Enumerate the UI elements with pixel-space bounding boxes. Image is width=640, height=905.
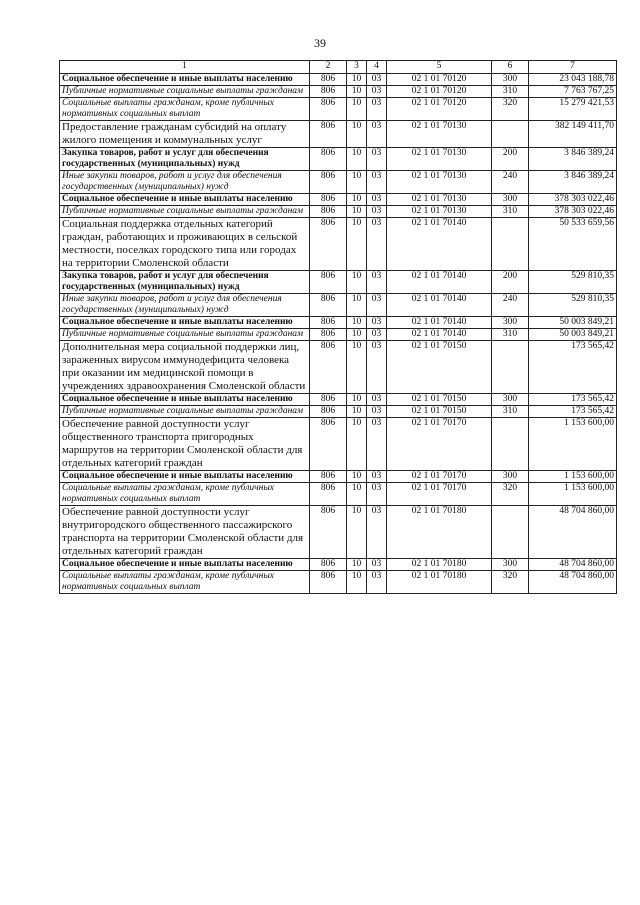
row-expense-type: [492, 121, 529, 148]
row-subsection-code: 03: [367, 317, 387, 329]
table-row: [60, 329, 617, 341]
row-section-code: 10: [347, 148, 367, 171]
row-target-article: 02 1 01 70150: [387, 406, 492, 418]
table-row: [60, 506, 617, 559]
row-subsection-code: 03: [367, 394, 387, 406]
row-target-article: 02 1 01 70120: [387, 74, 492, 86]
table-row: [60, 74, 617, 86]
row-section-code: 10: [347, 121, 367, 148]
table-row: [60, 571, 617, 594]
row-target-article: 02 1 01 70120: [387, 98, 492, 121]
row-subsection-code: 03: [367, 506, 387, 559]
row-target-article: 02 1 01 70130: [387, 206, 492, 218]
row-subsection-code: 03: [367, 74, 387, 86]
row-name-cell: Социальные выплаты гражданам, кроме публичных нормативных социальных выплат: [60, 571, 310, 594]
row-name-cell: Социальное обеспечение и иные выплаты населению: [60, 317, 310, 329]
table-row: [60, 194, 617, 206]
row-expense-type: 240: [492, 294, 529, 317]
row-amount: 173 565,42: [529, 341, 617, 394]
row-name-cell: Предоставление гражданам субсидий на оплату жилого помещения и коммунальных услуг: [60, 121, 310, 148]
table-row: [60, 271, 617, 294]
table-header-row: [60, 61, 617, 74]
row-name-cell: Закупка товаров, работ и услуг для обеспечения государственных (муниципальных) нужд: [60, 271, 310, 294]
row-ministry-code: 806: [310, 506, 347, 559]
row-expense-type: 300: [492, 194, 529, 206]
table-row: [60, 148, 617, 171]
row-subsection-code: 03: [367, 194, 387, 206]
row-section-code: 10: [347, 559, 367, 571]
row-section-code: 10: [347, 194, 367, 206]
row-ministry-code: 806: [310, 294, 347, 317]
row-subsection-code: 03: [367, 329, 387, 341]
row-subsection-code: 03: [367, 121, 387, 148]
row-amount: 173 565,42: [529, 394, 617, 406]
row-ministry-code: 806: [310, 194, 347, 206]
header-col-2: 2: [310, 61, 347, 74]
row-target-article: 02 1 01 70150: [387, 341, 492, 394]
row-amount: 50 003 849,21: [529, 317, 617, 329]
row-ministry-code: 806: [310, 418, 347, 471]
row-amount: 378 303 022,46: [529, 206, 617, 218]
row-ministry-code: 806: [310, 206, 347, 218]
row-subsection-code: 03: [367, 418, 387, 471]
page-number: 39: [314, 36, 326, 50]
row-ministry-code: 806: [310, 86, 347, 98]
row-subsection-code: 03: [367, 98, 387, 121]
row-amount: 378 303 022,46: [529, 194, 617, 206]
row-subsection-code: 03: [367, 483, 387, 506]
row-section-code: 10: [347, 341, 367, 394]
row-expense-type: 310: [492, 86, 529, 98]
table-row: [60, 206, 617, 218]
row-section-code: 10: [347, 74, 367, 86]
row-target-article: 02 1 01 70140: [387, 271, 492, 294]
row-expense-type: 300: [492, 471, 529, 483]
row-name-cell: Социальное обеспечение и иные выплаты населению: [60, 194, 310, 206]
row-name-cell: Социальное обеспечение и иные выплаты населению: [60, 559, 310, 571]
table-row: [60, 341, 617, 394]
row-subsection-code: 03: [367, 341, 387, 394]
row-subsection-code: 03: [367, 406, 387, 418]
row-ministry-code: 806: [310, 571, 347, 594]
table-row: [60, 317, 617, 329]
row-section-code: 10: [347, 483, 367, 506]
row-name-cell: Публичные нормативные социальные выплаты гражданам: [60, 329, 310, 341]
row-target-article: 02 1 01 70150: [387, 394, 492, 406]
row-target-article: 02 1 01 70130: [387, 194, 492, 206]
row-section-code: 10: [347, 394, 367, 406]
row-name-cell: Социальное обеспечение и иные выплаты населению: [60, 74, 310, 86]
row-subsection-code: 03: [367, 559, 387, 571]
row-ministry-code: 806: [310, 148, 347, 171]
row-target-article: 02 1 01 70130: [387, 171, 492, 194]
row-expense-type: [492, 506, 529, 559]
row-section-code: 10: [347, 86, 367, 98]
row-section-code: 10: [347, 406, 367, 418]
row-name-cell: Социальное обеспечение и иные выплаты населению: [60, 471, 310, 483]
row-subsection-code: 03: [367, 294, 387, 317]
row-subsection-code: 03: [367, 171, 387, 194]
row-section-code: 10: [347, 317, 367, 329]
row-expense-type: 200: [492, 148, 529, 171]
table-row: [60, 418, 617, 471]
row-amount: 15 279 421,53: [529, 98, 617, 121]
row-target-article: 02 1 01 70140: [387, 218, 492, 271]
row-ministry-code: 806: [310, 74, 347, 86]
row-subsection-code: 03: [367, 86, 387, 98]
header-col-5: 5: [387, 61, 492, 74]
row-expense-type: [492, 418, 529, 471]
row-ministry-code: 806: [310, 559, 347, 571]
row-expense-type: 300: [492, 74, 529, 86]
row-section-code: 10: [347, 571, 367, 594]
row-name-cell: Социальное обеспечение и иные выплаты населению: [60, 394, 310, 406]
row-subsection-code: 03: [367, 471, 387, 483]
row-name-cell: Социальные выплаты гражданам, кроме публичных нормативных социальных выплат: [60, 98, 310, 121]
row-amount: 48 704 860,00: [529, 506, 617, 559]
row-expense-type: 310: [492, 206, 529, 218]
table-row: [60, 218, 617, 271]
table-row: [60, 471, 617, 483]
header-col-6: 6: [492, 61, 529, 74]
table-row: [60, 98, 617, 121]
row-section-code: 10: [347, 418, 367, 471]
table-row: [60, 483, 617, 506]
row-amount: 382 149 411,70: [529, 121, 617, 148]
row-amount: 3 846 389,24: [529, 148, 617, 171]
row-expense-type: 240: [492, 171, 529, 194]
row-name-cell: Публичные нормативные социальные выплаты гражданам: [60, 406, 310, 418]
row-expense-type: [492, 341, 529, 394]
row-ministry-code: 806: [310, 483, 347, 506]
row-subsection-code: 03: [367, 148, 387, 171]
budget-table: [59, 60, 617, 594]
row-name-cell: Социальная поддержка отдельных категорий граждан, работающих и проживающих в сельской местности, поселках городского типа или городах на территории Смоленской области: [60, 218, 310, 271]
row-section-code: 10: [347, 171, 367, 194]
row-amount: 529 810,35: [529, 271, 617, 294]
row-name-cell: Обеспечение равной доступности услуг общественного транспорта пригородных маршрутов на территории Смоленской области для отдельных категорий граждан: [60, 418, 310, 471]
row-amount: 23 043 188,78: [529, 74, 617, 86]
row-section-code: 10: [347, 506, 367, 559]
table-row: [60, 406, 617, 418]
row-amount: 50 533 659,56: [529, 218, 617, 271]
row-subsection-code: 03: [367, 571, 387, 594]
row-expense-type: 320: [492, 483, 529, 506]
row-name-cell: Обеспечение равной доступности услуг внутригородского общественного пассажирского транспорта на территории Смоленской области для отдельных категорий граждан: [60, 506, 310, 559]
row-expense-type: 320: [492, 98, 529, 121]
row-ministry-code: 806: [310, 341, 347, 394]
row-target-article: 02 1 01 70170: [387, 418, 492, 471]
row-target-article: 02 1 01 70140: [387, 317, 492, 329]
row-ministry-code: 806: [310, 98, 347, 121]
row-amount: 50 003 849,21: [529, 329, 617, 341]
row-target-article: 02 1 01 70140: [387, 329, 492, 341]
row-expense-type: 200: [492, 271, 529, 294]
row-name-cell: Социальные выплаты гражданам, кроме публичных нормативных социальных выплат: [60, 483, 310, 506]
header-col-1: 1: [60, 61, 310, 74]
row-section-code: 10: [347, 98, 367, 121]
row-ministry-code: 806: [310, 471, 347, 483]
row-expense-type: 300: [492, 317, 529, 329]
row-expense-type: 320: [492, 571, 529, 594]
row-amount: 1 153 600,00: [529, 418, 617, 471]
row-amount: 48 704 860,00: [529, 559, 617, 571]
row-name-cell: Публичные нормативные социальные выплаты гражданам: [60, 206, 310, 218]
table-row: [60, 121, 617, 148]
row-amount: 1 153 600,00: [529, 483, 617, 506]
row-expense-type: 300: [492, 394, 529, 406]
table-row: [60, 394, 617, 406]
row-amount: 529 810,35: [529, 294, 617, 317]
row-ministry-code: 806: [310, 271, 347, 294]
table-row: [60, 86, 617, 98]
row-expense-type: 300: [492, 559, 529, 571]
row-ministry-code: 806: [310, 329, 347, 341]
header-col-3: 3: [347, 61, 367, 74]
row-amount: 48 704 860,00: [529, 571, 617, 594]
row-expense-type: 310: [492, 329, 529, 341]
row-subsection-code: 03: [367, 218, 387, 271]
row-amount: 7 763 767,25: [529, 86, 617, 98]
row-subsection-code: 03: [367, 271, 387, 294]
row-target-article: 02 1 01 70130: [387, 148, 492, 171]
row-target-article: 02 1 01 70180: [387, 559, 492, 571]
row-target-article: 02 1 01 70170: [387, 483, 492, 506]
table-row: [60, 559, 617, 571]
row-ministry-code: 806: [310, 218, 347, 271]
row-name-cell: Закупка товаров, работ и услуг для обеспечения государственных (муниципальных) нужд: [60, 148, 310, 171]
row-name-cell: Дополнительная мера социальной поддержки лиц, зараженных вирусом иммунодефицита человека при оказании им медицинской помощи в учреждениях здравоохранения Смоленской области: [60, 341, 310, 394]
row-amount: 173 565,42: [529, 406, 617, 418]
row-name-cell: Иные закупки товаров, работ и услуг для обеспечения государственных (муниципальных) нужд: [60, 171, 310, 194]
row-target-article: 02 1 01 70120: [387, 86, 492, 98]
row-ministry-code: 806: [310, 394, 347, 406]
row-name-cell: Публичные нормативные социальные выплаты гражданам: [60, 86, 310, 98]
row-ministry-code: 806: [310, 406, 347, 418]
table-body: [60, 74, 617, 594]
row-name-cell: Иные закупки товаров, работ и услуг для обеспечения государственных (муниципальных) нужд: [60, 294, 310, 317]
row-section-code: 10: [347, 206, 367, 218]
row-target-article: 02 1 01 70130: [387, 121, 492, 148]
row-amount: 3 846 389,24: [529, 171, 617, 194]
table-row: [60, 294, 617, 317]
row-expense-type: [492, 218, 529, 271]
row-ministry-code: 806: [310, 171, 347, 194]
table-row: [60, 171, 617, 194]
row-ministry-code: 806: [310, 121, 347, 148]
row-section-code: 10: [347, 294, 367, 317]
header-col-4: 4: [367, 61, 387, 74]
row-ministry-code: 806: [310, 317, 347, 329]
row-target-article: 02 1 01 70180: [387, 506, 492, 559]
row-expense-type: 310: [492, 406, 529, 418]
row-amount: 1 153 600,00: [529, 471, 617, 483]
row-section-code: 10: [347, 271, 367, 294]
row-section-code: 10: [347, 218, 367, 271]
row-subsection-code: 03: [367, 206, 387, 218]
header-col-7: 7: [529, 61, 617, 74]
row-target-article: 02 1 01 70140: [387, 294, 492, 317]
row-section-code: 10: [347, 329, 367, 341]
row-target-article: 02 1 01 70180: [387, 571, 492, 594]
row-target-article: 02 1 01 70170: [387, 471, 492, 483]
row-section-code: 10: [347, 471, 367, 483]
